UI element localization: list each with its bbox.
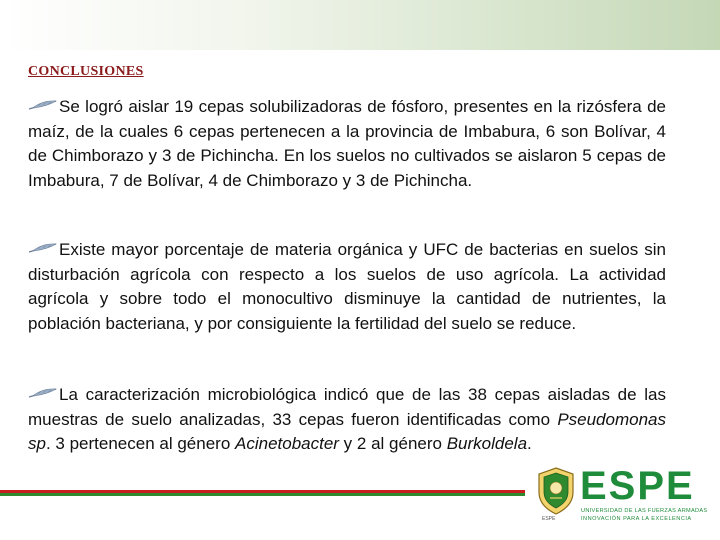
conclusion-paragraph-3: [28, 383, 666, 457]
feather-quill-icon: [28, 387, 58, 399]
brand-wordmark: ESPE: [580, 464, 695, 508]
paragraph-text: .: [527, 434, 532, 453]
paragraph-text: . 3 pertenecen al género: [45, 434, 235, 453]
footer-green-bar: [0, 493, 525, 496]
conclusion-paragraph-1: [28, 95, 666, 193]
top-gradient-band: [0, 0, 720, 50]
paragraph-text: Existe mayor porcentaje de materia orgánica y UFC de bacterias en suelos sin disturbación agrícola con respecto a los suelos de uso agrícola. La actividad agrícola y sobre todo el monocultivo disminuye la cantidad de nutrientes, la población bacteriana, y por consiguiente la fertilidad del suelo se reduce.: [28, 240, 666, 333]
university-seal-icon: [536, 466, 576, 516]
espe-logo: [528, 462, 712, 536]
seal-caption: ESPE: [542, 516, 556, 522]
slide-title: CONCLUSIONES: [28, 64, 144, 79]
feather-quill-icon: [28, 242, 58, 254]
paragraph-text: La caracterización microbiológica indicó que de las 38 cepas aisladas de las muestras de suelo analizadas, 33 cepas fueron identificadas como: [28, 385, 666, 429]
genus-name: Pseudomonas sp: [28, 409, 666, 453]
paragraph-text: y 2 al género: [338, 434, 447, 453]
university-motto: INNOVACIÓN PARA LA EXCELENCIA: [581, 516, 692, 522]
paragraph-text: Se logró aislar 19 cepas solubilizadoras de fósforo, presentes en la rizósfera de maíz, de la cuales 6 cepas pertenecen a la provincia de Imbabura, 6 son Bolívar, 4 de Chimborazo y 3 de Pichincha. En los suelos no cultivados se aislaron 5 cepas de Imbabura, 7 de Bolívar, 4 de Chimborazo y 3 de Pichincha.: [28, 97, 666, 190]
genus-name: Acinetobacter: [235, 434, 339, 453]
conclusion-paragraph-2: [28, 238, 666, 336]
feather-quill-icon: [28, 99, 58, 111]
genus-name: Burkoldela: [446, 434, 528, 453]
university-name: UNIVERSIDAD DE LAS FUERZAS ARMADAS: [581, 508, 708, 514]
